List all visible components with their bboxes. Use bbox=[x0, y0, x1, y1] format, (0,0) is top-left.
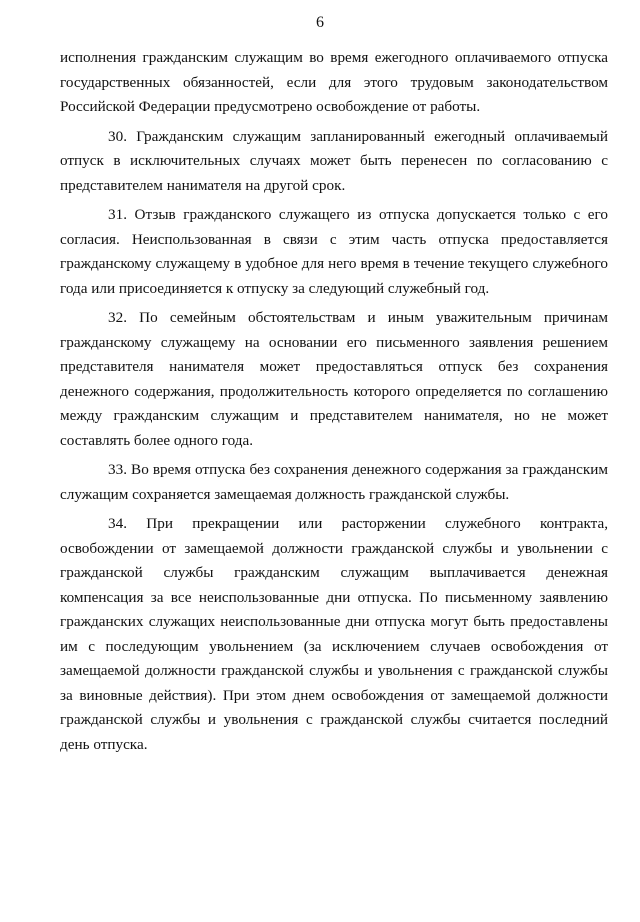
page-number: 6 bbox=[316, 14, 324, 31]
document-body bbox=[60, 46, 608, 762]
paragraph-32: 32. По семейным обстоятельствам и иным уважительным причинам гражданскому служащему на основании его письменного заявления решением представителя нанимателя может предоставляться отпуск без сохранения денежного содержания, продолжительность которого определяется по соглашению между гражданским служащим и представителем нанимателя, но не может составлять более одного года. bbox=[60, 309, 608, 449]
paragraph-34: 34. При прекращении или расторжении служебного контракта, освобождении от замещаемой должности гражданской службы и увольнении с гражданской службы гражданским служащим выплачивается денежная компенсация за все неиспользованные дни отпуска. По письменному заявлению гражданских служащих неиспользованные дни отпуска могут быть предоставлены им с последующим увольнением (за исключением случаев освобождения от замещаемой должности гражданской службы и увольнения с гражданской службы за виновные действия). При этом днем освобождения от замещаемой должности гражданской службы и увольнения с гражданской службы считается последний день отпуска. bbox=[60, 515, 608, 753]
paragraph-33: 33. Во время отпуска без сохранения денежного содержания за гражданским служащим сохраняется замещаемая должность гражданской службы. bbox=[60, 461, 608, 503]
paragraph-30: 30. Гражданским служащим запланированный ежегодный оплачиваемый отпуск в исключительных случаях может быть перенесен по согласованию с представителем нанимателя на другой срок. bbox=[60, 127, 608, 194]
paragraph-31: 31. Отзыв гражданского служащего из отпуска допускается только с его согласия. Неиспользованная в связи с этим часть отпуска предоставляется гражданскому служащему в удобное для него время в течение текущего служебного года или присоединяется к отпуску за следующий служебный год. bbox=[60, 206, 608, 297]
paragraph-continuation: исполнения гражданским служащим во время ежегодного оплачиваемого отпуска государственных обязанностей, если для этого трудовым законодательством Российской Федерации предусмотрено освобождение от работы. bbox=[60, 49, 608, 115]
